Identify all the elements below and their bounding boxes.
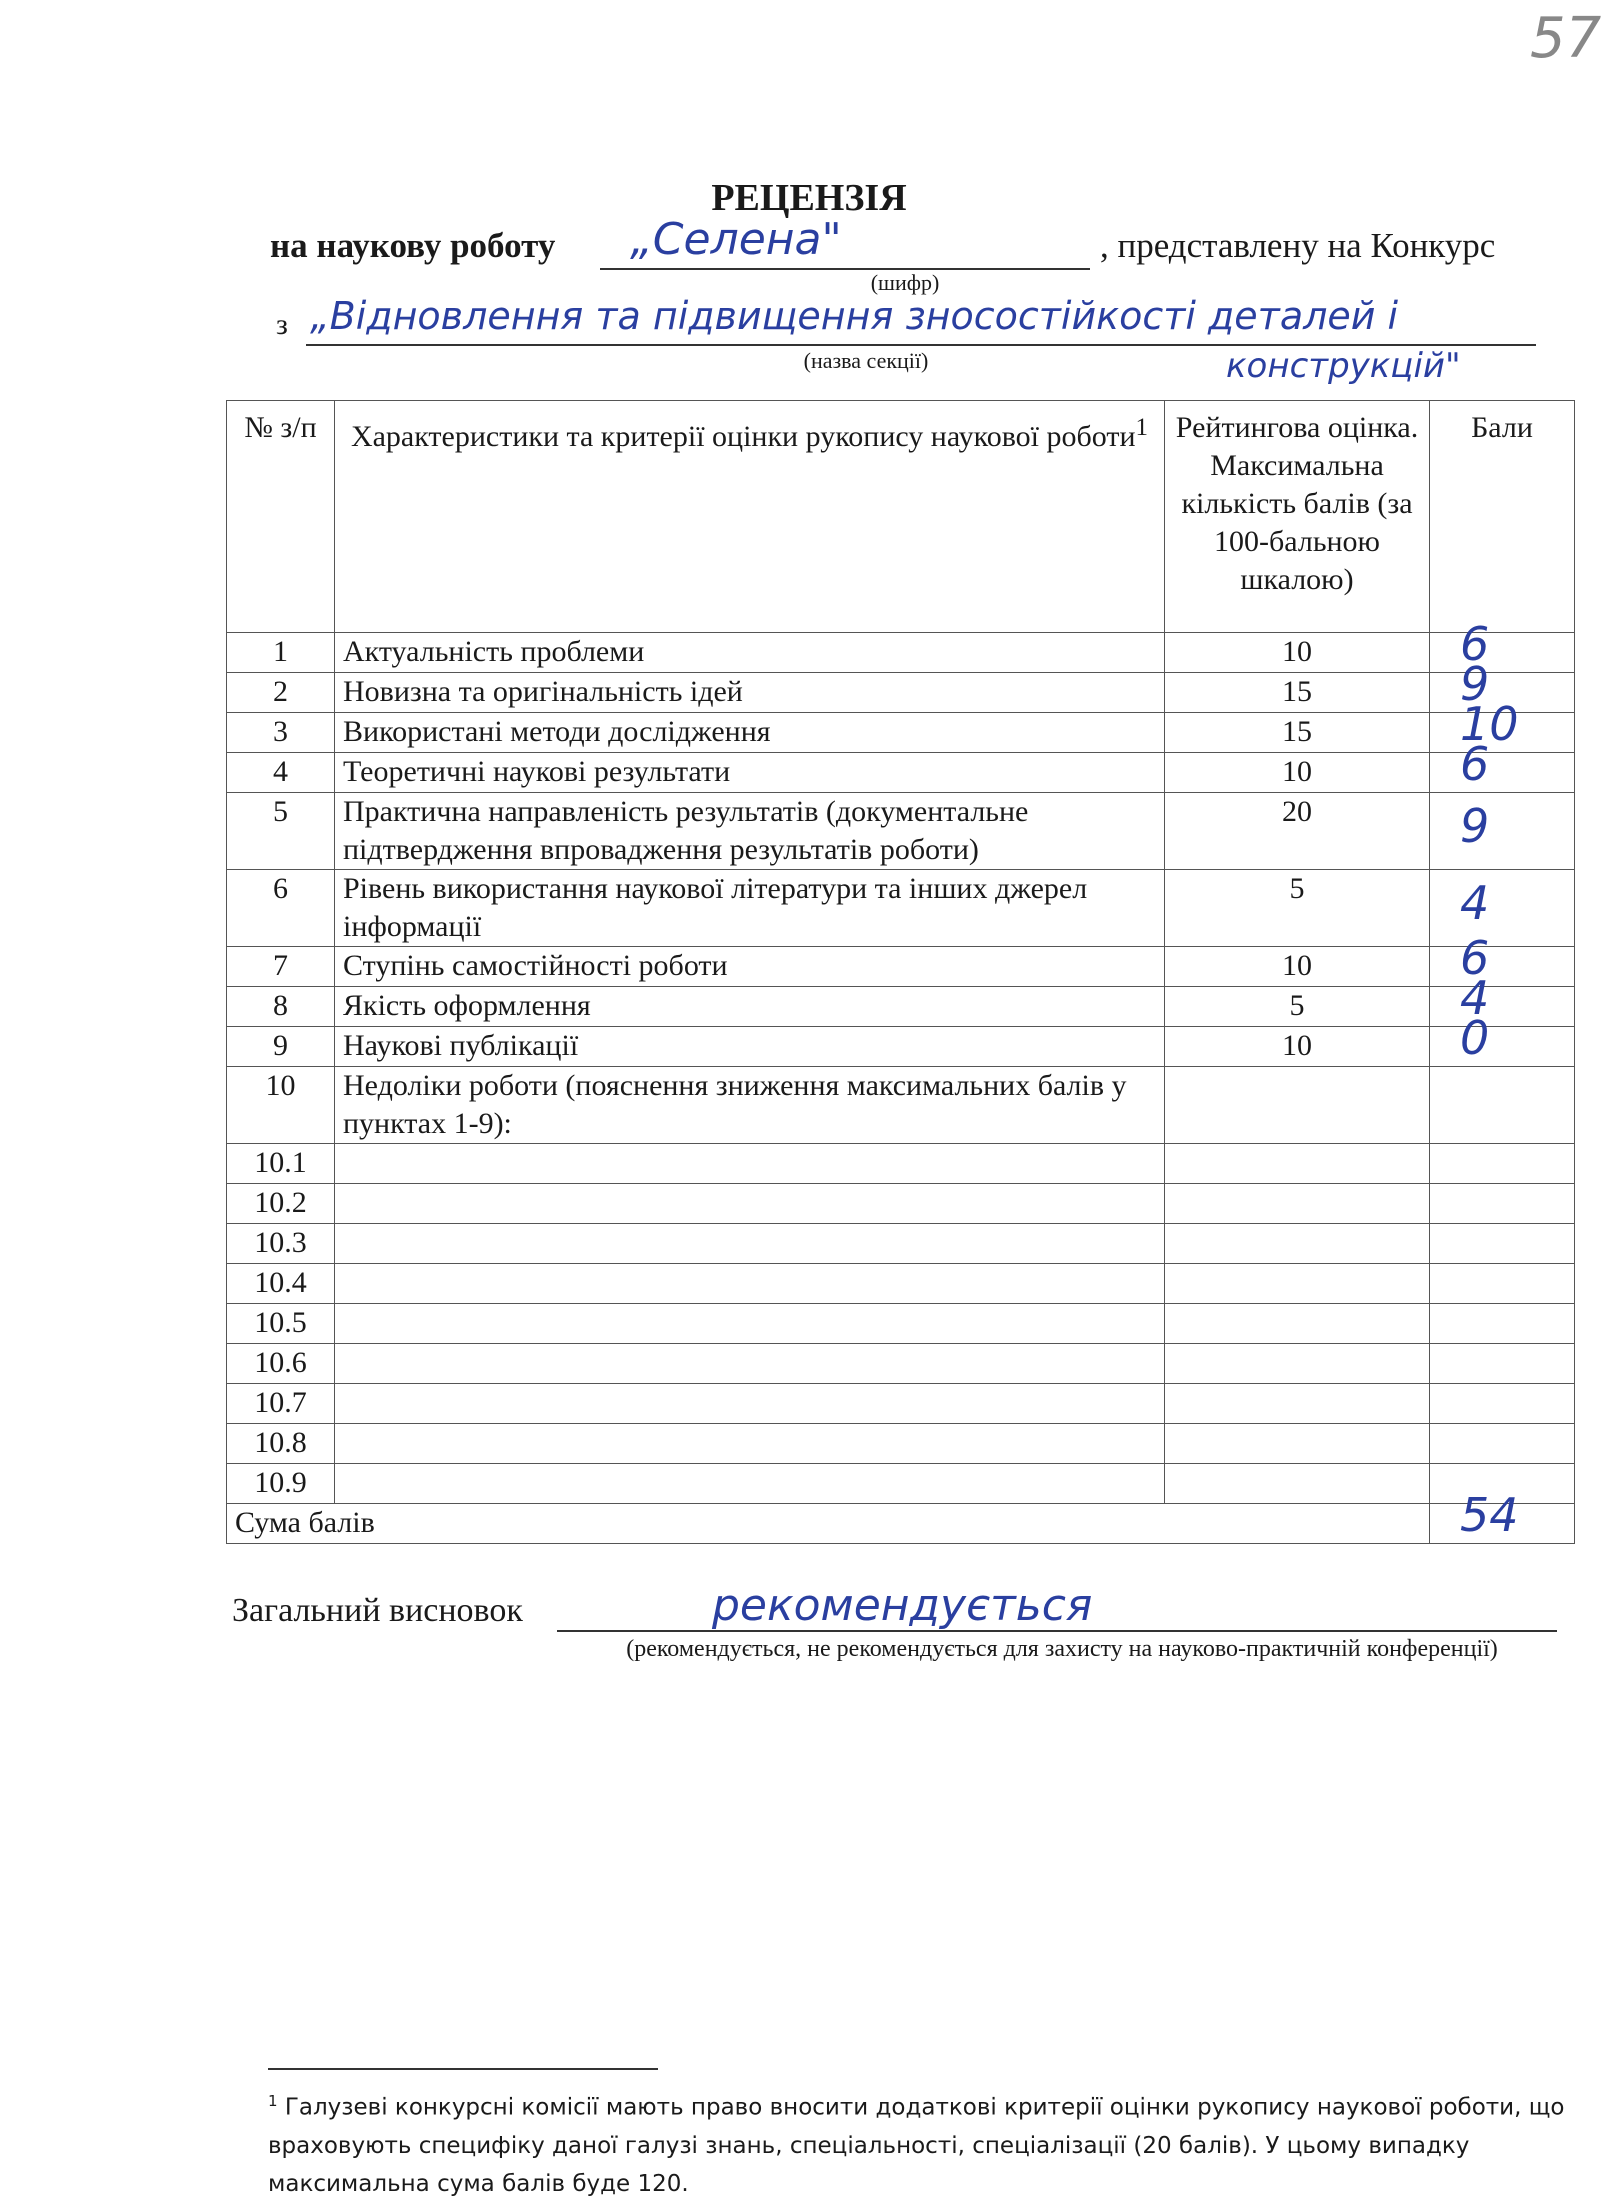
row-points-cell: [1430, 737, 1575, 793]
row-points: 6: [1460, 737, 1490, 791]
row-num: 10.5: [227, 1304, 335, 1344]
row-max: [1165, 1384, 1430, 1424]
row-points: 4: [1460, 876, 1490, 930]
header-points: Бали: [1430, 401, 1575, 633]
row-points-cell: [1430, 870, 1575, 947]
row-max: [1165, 1264, 1430, 1304]
row-points-cell: [1430, 1067, 1575, 1144]
row-points-cell: [1430, 1144, 1575, 1184]
sum-value: 54: [1460, 1488, 1519, 1542]
header-max: Рейтингова оцінка. Максимальна кількість балів (за 100-бальною шкалою): [1165, 401, 1430, 633]
row-points-cell: [1430, 1264, 1575, 1304]
row-max: [1165, 1344, 1430, 1384]
row-num: 5: [227, 793, 335, 870]
row-num: 10.9: [227, 1464, 335, 1504]
table-row: [227, 1344, 1575, 1384]
table-row: [227, 1144, 1575, 1184]
row-points-cell: [1430, 1344, 1575, 1384]
row-num: 10.6: [227, 1344, 335, 1384]
row-points: 0: [1460, 1011, 1490, 1065]
conclusion-value: рекомендується: [712, 1580, 1093, 1631]
row-max: [1165, 1304, 1430, 1344]
section-prefix: з: [276, 308, 288, 341]
row-criterion: Актуальність проблеми: [335, 633, 1165, 673]
footnote: [268, 2082, 1568, 2203]
row-max: [1165, 1224, 1430, 1264]
table-row: [227, 1184, 1575, 1224]
table-row: [227, 947, 1575, 987]
row-points-cell: [1430, 617, 1575, 673]
table-row: [227, 1304, 1575, 1344]
row-num: 10: [227, 1067, 335, 1144]
row-criterion: [335, 1304, 1165, 1344]
row-num: 10.1: [227, 1144, 335, 1184]
row-points-cell: [1430, 1011, 1575, 1067]
row-max: [1165, 1464, 1430, 1504]
row-points: 4: [1460, 971, 1490, 1025]
header-criteria-text: Характеристики та критерії оцінки рукопису наукової роботи: [350, 420, 1136, 453]
section-line: [276, 294, 1536, 390]
work-suffix: , представлену на Конкурс: [1100, 226, 1496, 265]
conclusion-hint: (рекомендується, не рекомендується для захисту на науково-практичній конференції): [626, 1636, 1498, 1662]
row-num: 2: [227, 673, 335, 713]
row-max: 5: [1165, 987, 1430, 1027]
row-criterion: Новизна та оригінальність ідей: [335, 673, 1165, 713]
table-row: [227, 1027, 1575, 1067]
row-num: 10.2: [227, 1184, 335, 1224]
row-criterion: Рівень використання наукової літератури та інших джерел інформації: [335, 870, 1165, 947]
row-max: 15: [1165, 673, 1430, 713]
row-max: [1165, 1424, 1430, 1464]
work-label: на наукову роботу: [270, 226, 556, 265]
evaluation-table: [226, 400, 1575, 1544]
row-max: [1165, 1067, 1430, 1144]
section-value-line1: „Відновлення та підвищення зносостійкості деталей і: [310, 294, 1399, 338]
row-num: 6: [227, 870, 335, 947]
row-max: 10: [1165, 753, 1430, 793]
table-row: [227, 1067, 1575, 1144]
row-max: 5: [1165, 870, 1430, 947]
footnote-text: Галузеві конкурсні комісії мають право вносити додаткові критерії оцінки рукопису наукової роботи, що враховують специфіку даної галузі знань, спеціальності, спеціалізації (20 балів). У цьому випадку максимальна сума балів буде 120.: [268, 2094, 1565, 2197]
row-max: 10: [1165, 947, 1430, 987]
footnote-divider: [268, 2068, 658, 2070]
table-row: [227, 1424, 1575, 1464]
row-num: 7: [227, 947, 335, 987]
row-points: 10: [1460, 697, 1519, 751]
row-points-cell: [1430, 793, 1575, 870]
row-points-cell: [1430, 1424, 1575, 1464]
conclusion-line: [232, 1580, 1562, 1672]
row-points: 9: [1460, 799, 1490, 853]
table-row: [227, 870, 1575, 947]
row-num: 1: [227, 633, 335, 673]
conclusion-label: Загальний висновок: [232, 1592, 523, 1629]
row-points: 6: [1460, 931, 1490, 985]
table-row: [227, 1264, 1575, 1304]
row-points: 9: [1460, 657, 1490, 711]
table-row: [227, 1224, 1575, 1264]
row-criterion: Наукові публікації: [335, 1027, 1165, 1067]
row-criterion: [335, 1224, 1165, 1264]
row-num: 10.4: [227, 1264, 335, 1304]
row-num: 10.8: [227, 1424, 335, 1464]
sum-label: Сума балів: [227, 1504, 1430, 1544]
row-criterion: Практична направленість результатів (документальне підтвердження впровадження результатів роботи): [335, 793, 1165, 870]
row-max: [1165, 1144, 1430, 1184]
row-num: 10.3: [227, 1224, 335, 1264]
row-max: [1165, 1184, 1430, 1224]
table-row: [227, 1464, 1575, 1504]
cipher-value: „Селена": [630, 214, 842, 265]
row-criterion: [335, 1344, 1165, 1384]
row-points-cell: [1430, 1304, 1575, 1344]
work-line: [270, 214, 1530, 295]
row-criterion: [335, 1424, 1165, 1464]
cipher-hint: (шифр): [870, 270, 940, 295]
row-num: 9: [227, 1027, 335, 1067]
row-max: 20: [1165, 793, 1430, 870]
row-criterion: [335, 1144, 1165, 1184]
row-points-cell: [1430, 971, 1575, 1027]
row-criterion: [335, 1184, 1165, 1224]
table-row: [227, 1384, 1575, 1424]
row-max: 15: [1165, 713, 1430, 753]
row-criterion: Теоретичні наукові результати: [335, 753, 1165, 793]
row-points-cell: [1430, 1224, 1575, 1264]
footnote-ref: 1: [1135, 414, 1149, 441]
row-max: 10: [1165, 633, 1430, 673]
row-criterion: [335, 1264, 1165, 1304]
table-row: [227, 987, 1575, 1027]
footnote-marker: 1: [268, 2092, 278, 2110]
section-value-line2: конструкцій": [1226, 346, 1461, 386]
row-criterion: Використані методи дослідження: [335, 713, 1165, 753]
row-points: 6: [1460, 617, 1490, 671]
table-row: [227, 753, 1575, 793]
table-row: [227, 793, 1575, 870]
row-points-cell: [1430, 1384, 1575, 1424]
sum-cell: [1430, 1488, 1575, 1544]
table-row: [227, 673, 1575, 713]
row-points-cell: [1430, 931, 1575, 987]
header-criteria: [335, 401, 1165, 633]
table-row: [227, 633, 1575, 673]
row-criterion: [335, 1384, 1165, 1424]
row-points-cell: [1430, 697, 1575, 753]
row-criterion: [335, 1464, 1165, 1504]
header-num: № з/п: [227, 401, 335, 633]
row-num: 8: [227, 987, 335, 1027]
row-criterion: Недоліки роботи (пояснення зниження максимальних балів у пунктах 1-9):: [335, 1067, 1165, 1144]
row-criterion: Якість оформлення: [335, 987, 1165, 1027]
row-criterion: Ступінь самостійності роботи: [335, 947, 1165, 987]
row-num: 3: [227, 713, 335, 753]
page-number: 57: [1530, 6, 1602, 71]
row-num: 10.7: [227, 1384, 335, 1424]
document-title: РЕЦЕНЗІЯ: [711, 177, 907, 219]
row-points-cell: [1430, 1184, 1575, 1224]
row-num: 4: [227, 753, 335, 793]
table-row: [227, 713, 1575, 753]
row-max: 10: [1165, 1027, 1430, 1067]
section-hint: (назва секції): [803, 348, 929, 373]
